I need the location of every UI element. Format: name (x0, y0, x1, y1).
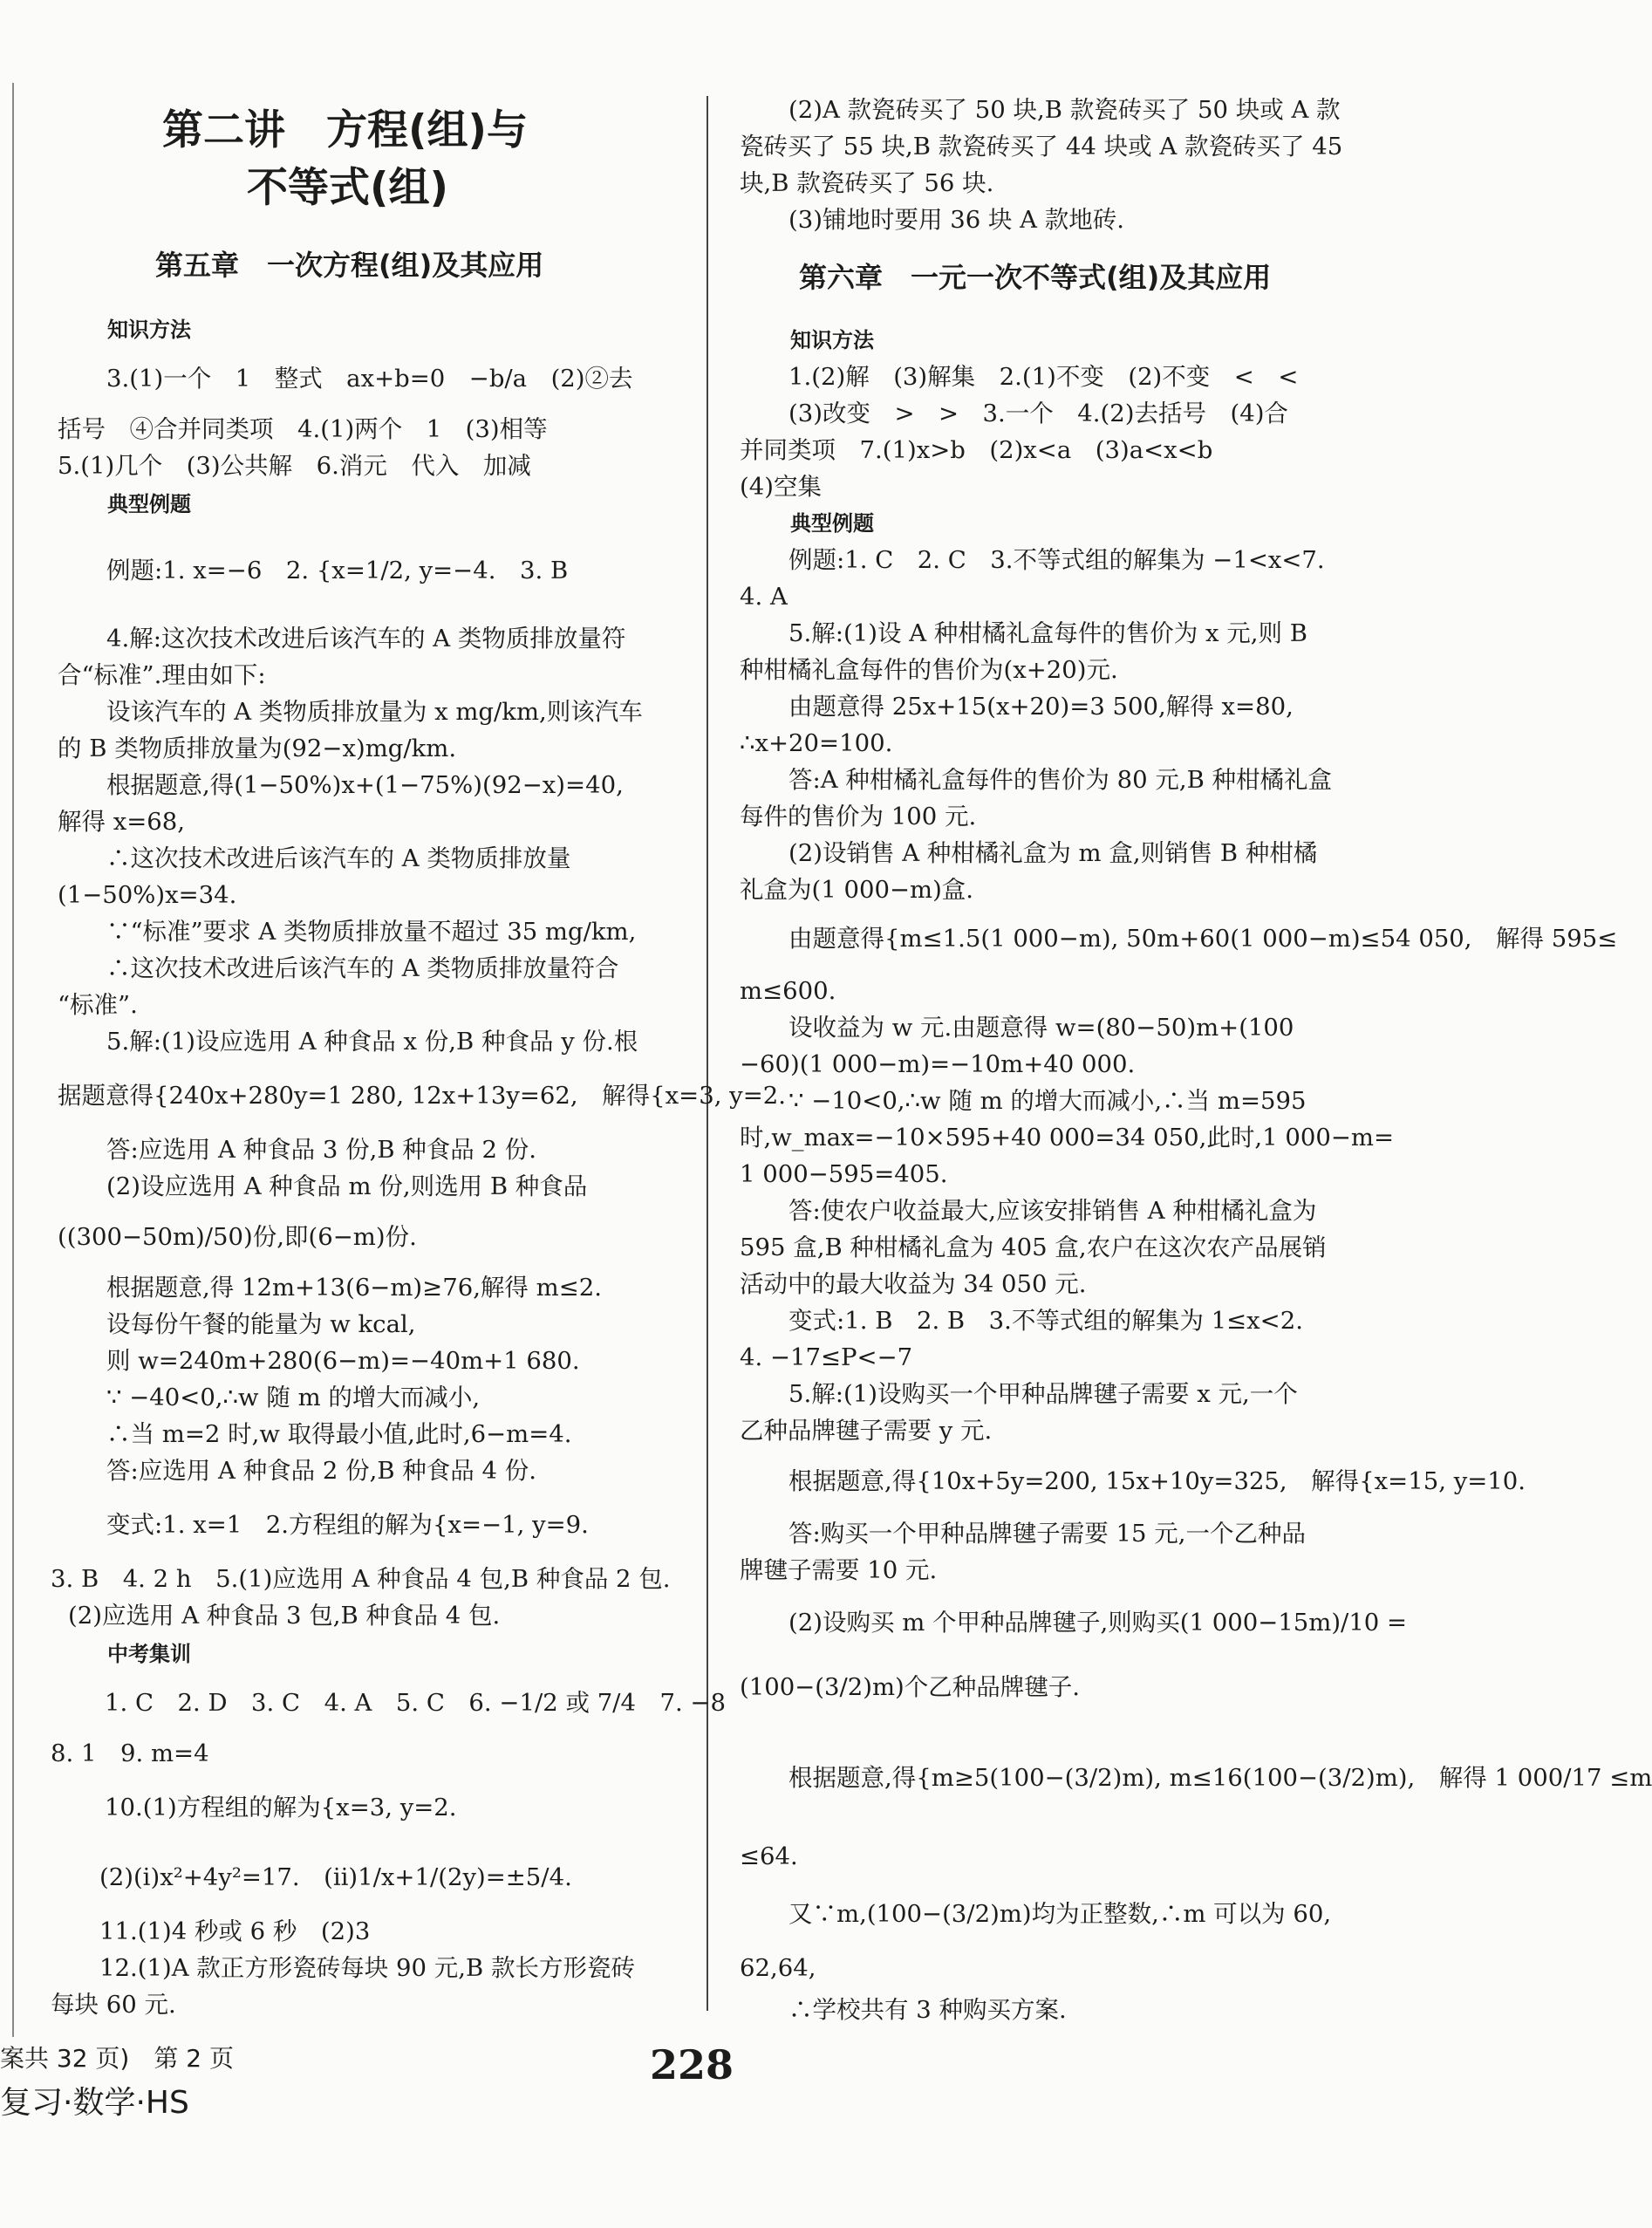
r-q5-line: 5.解:(1)设 A 种柑橘礼盒每件的售价为 x 元,则 B (788, 619, 1307, 647)
r-q5-line: 由题意得 25x+15(x+20)=3 500,解得 x=80, (788, 693, 1294, 721)
q5-line: 答:应选用 A 种食品 2 份,B 种食品 4 份. (106, 1457, 536, 1485)
q4-line: ∵“标准”要求 A 类物质排放量不超过 35 mg/km, (106, 918, 637, 946)
q4-line: ∴这次技术改进后该汽车的 A 类物质排放量 (106, 844, 571, 872)
r-q5b-line: 62,64, (740, 1954, 816, 1982)
r-kw-line: 1.(2)解 (3)解集 2.(1)不变 (2)不变 < < (788, 363, 1299, 391)
r-example-line: 例题:1. C 2. C 3.不等式组的解集为 −1<x<7. (788, 546, 1325, 574)
r-q5b-line: 5.解:(1)设购买一个甲种品牌毽子需要 x 元,一个 (788, 1380, 1298, 1408)
r-q5-line: ∴x+20=100. (740, 729, 893, 757)
section-zhongkao: 中考集训 (107, 1642, 191, 1666)
zk-line: 8. 1 9. m=4 (51, 1739, 209, 1767)
r-q5b-line: 牌毽子需要 10 元. (740, 1556, 938, 1584)
kw-line: 括号 ④合并同类项 4.(1)两个 1 (3)相等 (58, 415, 548, 443)
q5-line: ∵ −40<0,∴w 随 m 的增大而减小, (106, 1384, 481, 1411)
kw-line: 3.(1)一个 1 整式 ax+b=0 −b/a (2)②去 (106, 365, 633, 393)
left-edge-rule (12, 83, 14, 2037)
footer-answer-pages: 案共 32 页) 第 2 页 (0, 2044, 234, 2073)
page-number: 228 (650, 2041, 734, 2088)
variant-line: (2)应选用 A 种食品 3 包,B 种食品 4 包. (68, 1602, 501, 1630)
example-answers: 例题:1. x=−6 2. {x=1/2, y=−4. 3. B (106, 557, 569, 584)
q4-line: 根据题意,得(1−50%)x+(1−75%)(92−x)=40, (106, 771, 624, 799)
r-top-line: (2)A 款瓷砖买了 50 块,B 款瓷砖买了 50 块或 A 款 (788, 96, 1341, 124)
column-divider (707, 96, 708, 2011)
r-q5-line: 1 000−595=405. (740, 1160, 948, 1188)
zk-line: 1. C 2. D 3. C 4. A 5. C 6. −1/2 或 7/4 7. −8 (105, 1689, 726, 1717)
q5-line: ∴当 m=2 时,w 取得最小值,此时,6−m=4. (106, 1420, 572, 1448)
footer-subject: 复习·数学·HS (0, 2085, 189, 2121)
r-q5-line: ∵ −10<0,∴w 随 m 的增大而减小,∴当 m=595 (788, 1087, 1307, 1115)
q5-line: ((300−50m)/50)份,即(6−m)份. (58, 1223, 417, 1251)
r-q5-line: 答:A 种柑橘礼盒每件的售价为 80 元,B 种柑橘礼盒 (788, 766, 1333, 794)
r-variant-line: 4. −17≤P<−7 (740, 1343, 913, 1371)
zk-line: 11.(1)4 秒或 6 秒 (2)3 (99, 1917, 371, 1945)
r-q5b-line: 答:购买一个甲种品牌毽子需要 15 元,一个乙种品 (788, 1520, 1306, 1548)
r-top-line: 瓷砖买了 55 块,B 款瓷砖买了 44 块或 A 款瓷砖买了 45 (740, 133, 1343, 161)
q4-line: “标准”. (58, 991, 138, 1019)
q4-line: ∴这次技术改进后该汽车的 A 类物质排放量符合 (106, 954, 619, 982)
r-q5b-line: 又∵m,(100−(3/2)m)均为正整数,∴m 可以为 60, (788, 1900, 1332, 1928)
q4-line: 4.解:这次技术改进后该汽车的 A 类物质排放量符 (106, 625, 626, 653)
r-kw-line: (4)空集 (740, 473, 822, 501)
section-knowledge: 知识方法 (107, 318, 191, 342)
r-top-line: 块,B 款瓷砖买了 56 块. (740, 169, 994, 197)
r-kw-line: (3)改变 > > 3.一个 4.(2)去括号 (4)合 (788, 400, 1288, 427)
r-q5b-line: (100−(3/2)m)个乙种品牌毽子. (740, 1673, 1081, 1701)
r-q5b-line: 根据题意,得{m≥5(100−(3/2)m), m≤16(100−(3/2)m), 解得 1 000/17 ≤m (788, 1764, 1652, 1792)
lecture-title-line1: 第二讲 方程(组)与 (162, 106, 528, 154)
r-q5-line: 时,w_max=−10×595+40 000=34 050,此时,1 000−m= (740, 1124, 1395, 1152)
q4-line: 合“标准”.理由如下: (58, 661, 266, 689)
r-q5-line: −60)(1 000−m)=−10m+40 000. (740, 1050, 1136, 1078)
r-q5-line: 礼盒为(1 000−m)盒. (740, 876, 974, 904)
zk-line: 每块 60 元. (51, 1991, 176, 2019)
q5-line: 答:应选用 A 种食品 3 份,B 种食品 2 份. (106, 1136, 536, 1164)
r-variant-line: 变式:1. B 2. B 3.不等式组的解集为 1≤x<2. (788, 1307, 1303, 1335)
q5-line: 设每份午餐的能量为 w kcal, (106, 1310, 416, 1338)
r-q5-line: 答:使农户收益最大,应该安排销售 A 种柑橘礼盒为 (788, 1197, 1317, 1225)
r-example-line: 4. A (740, 583, 788, 611)
q4-line: 解得 x=68, (58, 808, 186, 836)
r-q5-line: 活动中的最大收益为 34 050 元. (740, 1270, 1087, 1298)
zk-line: 10.(1)方程组的解为{x=3, y=2. (105, 1794, 457, 1821)
chapter6-heading: 第六章 一元一次不等式(组)及其应用 (799, 261, 1272, 294)
r-q5-line: 种柑橘礼盒每件的售价为(x+20)元. (740, 656, 1118, 684)
q5-line: 5.解:(1)设应选用 A 种食品 x 份,B 种食品 y 份.根 (106, 1028, 638, 1056)
q4-line: 的 B 类物质排放量为(92−x)mg/km. (58, 735, 457, 762)
r-section-knowledge: 知识方法 (790, 328, 874, 352)
kw-line: 5.(1)几个 (3)公共解 6.消元 代入 加减 (58, 452, 531, 480)
variant-line: 变式:1. x=1 2.方程组的解为{x=−1, y=9. (106, 1511, 589, 1539)
r-q5-line: 由题意得{m≤1.5(1 000−m), 50m+60(1 000−m)≤54 050, 解得 595≤ (788, 925, 1618, 953)
q4-line: (1−50%)x=34. (58, 881, 237, 909)
r-q5-line: (2)设销售 A 种柑橘礼盒为 m 盒,则销售 B 种柑橘 (788, 839, 1318, 867)
zk-line: 12.(1)A 款正方形瓷砖每块 90 元,B 款长方形瓷砖 (99, 1954, 635, 1982)
q5-line: 则 w=240m+280(6−m)=−40m+1 680. (106, 1347, 580, 1375)
r-q5b-line: 根据题意,得{10x+5y=200, 15x+10y=325, 解得{x=15, y=10. (788, 1467, 1526, 1495)
r-top-line: (3)铺地时要用 36 块 A 款地砖. (788, 206, 1125, 234)
q5-line: 据题意得{240x+280y=1 280, 12x+13y=62, 解得{x=3, y=2. (58, 1082, 787, 1110)
variant-line: 3. B 4. 2 h 5.(1)应选用 A 种食品 4 包,B 种食品 2 包. (51, 1565, 671, 1593)
r-q5-line: 595 盒,B 种柑橘礼盒为 405 盒,农户在这次农产品展销 (740, 1234, 1327, 1261)
r-q5-line: m≤600. (740, 977, 836, 1005)
zk-line: (2)(ⅰ)x²+4y²=17. (ⅱ)1/x+1/(2y)=±5/4. (99, 1863, 572, 1891)
r-kw-line: 并同类项 7.(1)x>b (2)x<a (3)a<x<b (740, 436, 1213, 464)
chapter5-heading: 第五章 一次方程(组)及其应用 (155, 249, 544, 282)
r-q5b-line: ∴学校共有 3 种购买方案. (788, 1996, 1067, 2024)
r-section-examples: 典型例题 (790, 511, 874, 536)
r-q5b-line: (2)设购买 m 个甲种品牌毽子,则购买(1 000−15m)/10 = (788, 1609, 1408, 1637)
r-q5-line: 设收益为 w 元.由题意得 w=(80−50)m+(100 (788, 1014, 1294, 1042)
q5-line: 根据题意,得 12m+13(6−m)≥76,解得 m≤2. (106, 1274, 603, 1302)
section-examples: 典型例题 (107, 492, 191, 516)
lecture-title-line2: 不等式(组) (247, 164, 448, 212)
r-q5-line: 每件的售价为 100 元. (740, 803, 977, 830)
q4-line: 设该汽车的 A 类物质排放量为 x mg/km,则该汽车 (106, 698, 643, 726)
r-q5b-line: 乙种品牌毽子需要 y 元. (740, 1417, 993, 1445)
q5-line: (2)设应选用 A 种食品 m 份,则选用 B 种食品 (106, 1172, 588, 1200)
r-q5b-line: ≤64. (740, 1842, 798, 1870)
